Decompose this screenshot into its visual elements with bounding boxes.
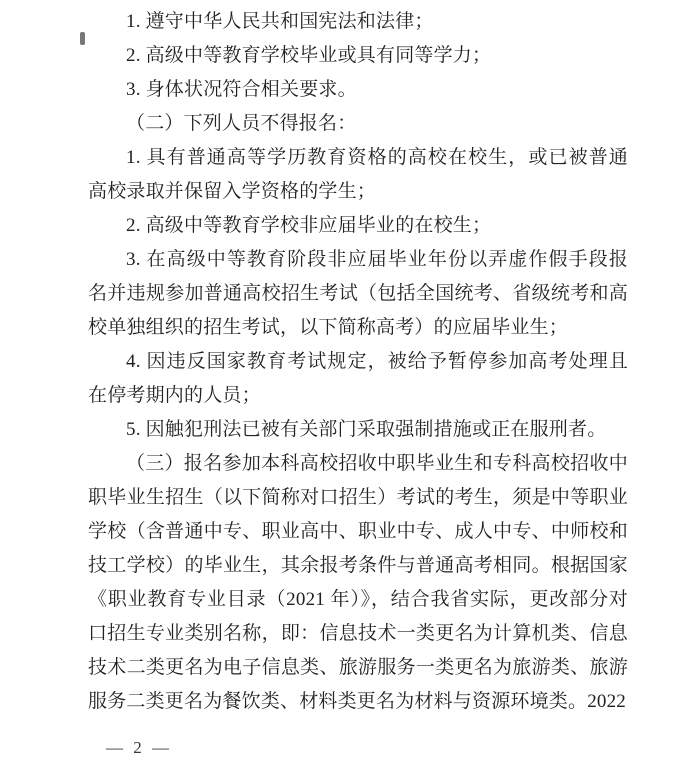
- text-line: 1. 遵守中华人民共和国宪法和法律；: [126, 11, 434, 32]
- text-line: 口招生专业类别名称，即：信息技术一类更名为计算机类、信息: [88, 623, 628, 644]
- text-line: 技工学校）的毕业生，其余报考条件与普通高考相同。根据国家: [88, 555, 628, 576]
- text-line: 名并违规参加普通高校招生考试（包括全国统考、省级统考和高: [88, 283, 628, 304]
- scan-artifact-dot: [80, 32, 85, 45]
- text-line: 校单独组织的招生考试，以下简称高考）的应届毕业生；: [88, 317, 569, 338]
- text-line: 3. 在高级中等教育阶段非应届毕业年份以弄虚作假手段报: [126, 249, 628, 270]
- text-line: 高校录取并保留入学资格的学生；: [88, 181, 377, 202]
- text-line: 2. 高级中等教育学校非应届毕业的在校生；: [126, 215, 492, 236]
- text-line: 服务二类更名为餐饮类、材料类更名为材料与资源环境类。2022: [88, 691, 627, 712]
- text-line: 4. 因违反国家教育考试规定，被给予暂停参加高考处理且: [126, 351, 628, 372]
- text-line: 5. 因触犯刑法已被有关部门采取强制措施或正在服刑者。: [126, 419, 607, 440]
- document-body: [88, 5, 628, 719]
- page-number: — 2 —: [106, 738, 172, 757]
- text-line: 职毕业生招生（以下简称对口招生）考试的考生，须是中等职业: [88, 487, 628, 508]
- text-line: 1. 具有普通高等学历教育资格的高校在校生，或已被普通: [126, 147, 628, 168]
- text-line: 3. 身体状况符合相关要求。: [126, 79, 357, 100]
- text-line: （三）报名参加本科高校招收中职毕业生和专科高校招收中: [126, 453, 628, 474]
- text-line: 学校（含普通中专、职业高中、职业中专、成人中专、中师校和: [88, 521, 628, 542]
- text-line: 2. 高级中等教育学校毕业或具有同等学力；: [126, 45, 492, 66]
- text-line: 在停考期内的人员；: [88, 385, 261, 406]
- text-line: 技术二类更名为电子信息类、旅游服务一类更名为旅游类、旅游: [88, 657, 628, 678]
- text-line: 《职业教育专业目录（2021 年）》，结合我省实际，更改部分对: [88, 589, 628, 610]
- text-line: （二）下列人员不得报名：: [126, 113, 357, 134]
